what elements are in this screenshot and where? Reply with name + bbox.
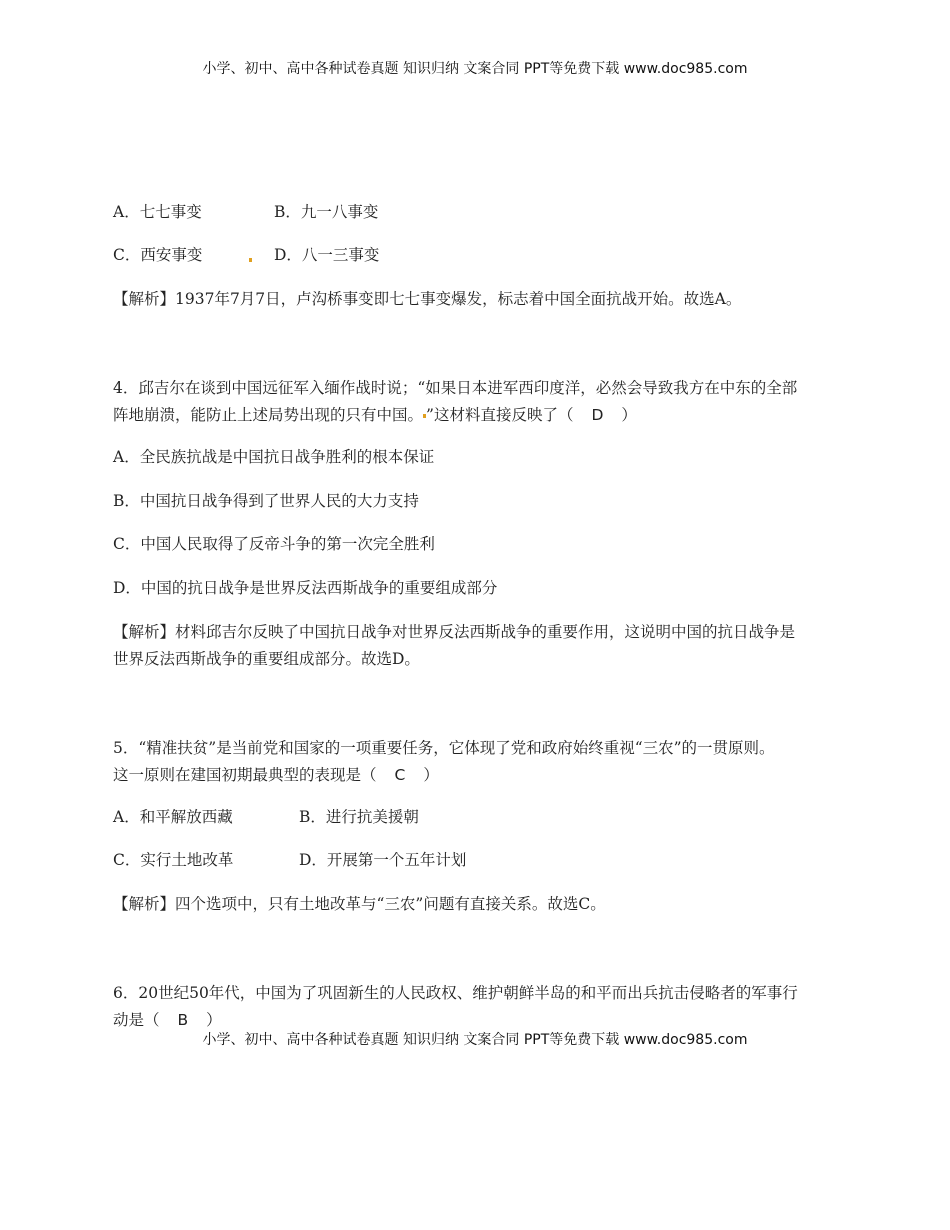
footer-banner: 小学、初中、高中各种试卷真题 知识归纳 文案合同 PPT等免费下载 www.doc985.com bbox=[202, 1032, 748, 1048]
q6-stem-line1: 6．20世纪50年代，中国为了巩固新生的人民政权、维护朝鲜半岛的和平而出兵抗击侵略者的军事行 bbox=[113, 984, 798, 1002]
q5-stem-part: 这一原则在建国初期最典型的表现是（ bbox=[113, 766, 377, 784]
q4-answer: D bbox=[591, 406, 604, 424]
header-banner: 小学、初中、高中各种试卷真题 知识归纳 文案合同 PPT等免费下载 www.doc985.com bbox=[202, 61, 748, 77]
q5-answer: C bbox=[394, 766, 406, 784]
q5-analysis: 【解析】四个选项中，只有土地改革与“三农”问题有直接关系。故选C。 bbox=[113, 895, 606, 913]
q4-stem-part-a: 阵地崩溃，能防止上述局势出现的只有中国。 bbox=[113, 406, 424, 424]
q4-option-c: C．中国人民取得了反帝斗争的第一次完全胜利 bbox=[113, 535, 435, 553]
q5-option-c: C．实行土地改革 bbox=[113, 851, 234, 869]
decorative-dot bbox=[249, 258, 252, 262]
q4-option-b: B．中国抗日战争得到了世界人民的大力支持 bbox=[113, 492, 419, 510]
q4-analysis-line1: 【解析】材料邱吉尔反映了中国抗日战争对世界反法西斯战争的重要作用，这说明中国的抗日战争是 bbox=[113, 623, 796, 641]
q5-stem-line1: 5．“精准扶贫”是当前党和国家的一项重要任务，它体现了党和政府始终重视“三农”的一贯原则。 bbox=[113, 739, 775, 757]
q4-stem-line1: 4．邱吉尔在谈到中国远征军入缅作战时说；“如果日本进军西印度洋，必然会导致我方在中东的全部 bbox=[113, 379, 798, 397]
q3-analysis: 【解析】1937年7月7日，卢沟桥事变即七七事变爆发，标志着中国全面抗战开始。故选A。 bbox=[113, 290, 742, 308]
q3-option-c: C．西安事变 bbox=[113, 246, 203, 264]
q4-option-d: D．中国的抗日战争是世界反法西斯战争的重要组成部分 bbox=[113, 579, 498, 597]
q5-option-a: A．和平解放西藏 bbox=[113, 808, 233, 826]
q4-analysis-line2: 世界反法西斯战争的重要组成部分。故选D。 bbox=[113, 650, 420, 668]
q3-option-b: B．九一八事变 bbox=[274, 203, 379, 221]
q5-stem-line2 bbox=[113, 765, 439, 785]
q3-option-a: A．七七事变 bbox=[113, 203, 202, 221]
q3-option-d: D．八一三事变 bbox=[274, 246, 380, 264]
q6-answer: B bbox=[177, 1011, 189, 1029]
q4-stem-close: ） bbox=[621, 406, 637, 424]
q4-stem-part-b: ”这材料直接反映了（ bbox=[426, 406, 574, 424]
q4-option-a: A．全民族抗战是中国抗日战争胜利的根本保证 bbox=[113, 448, 435, 466]
q6-stem-line2 bbox=[113, 1010, 222, 1030]
q4-stem-line2 bbox=[113, 405, 637, 425]
q5-option-d: D．开展第一个五年计划 bbox=[299, 851, 467, 869]
decorative-dot bbox=[423, 414, 426, 418]
q6-stem-close: ） bbox=[206, 1011, 222, 1029]
q5-option-b: B．进行抗美援朝 bbox=[299, 808, 419, 826]
q6-stem-part: 动是（ bbox=[113, 1011, 160, 1029]
q5-stem-close: ） bbox=[423, 766, 439, 784]
